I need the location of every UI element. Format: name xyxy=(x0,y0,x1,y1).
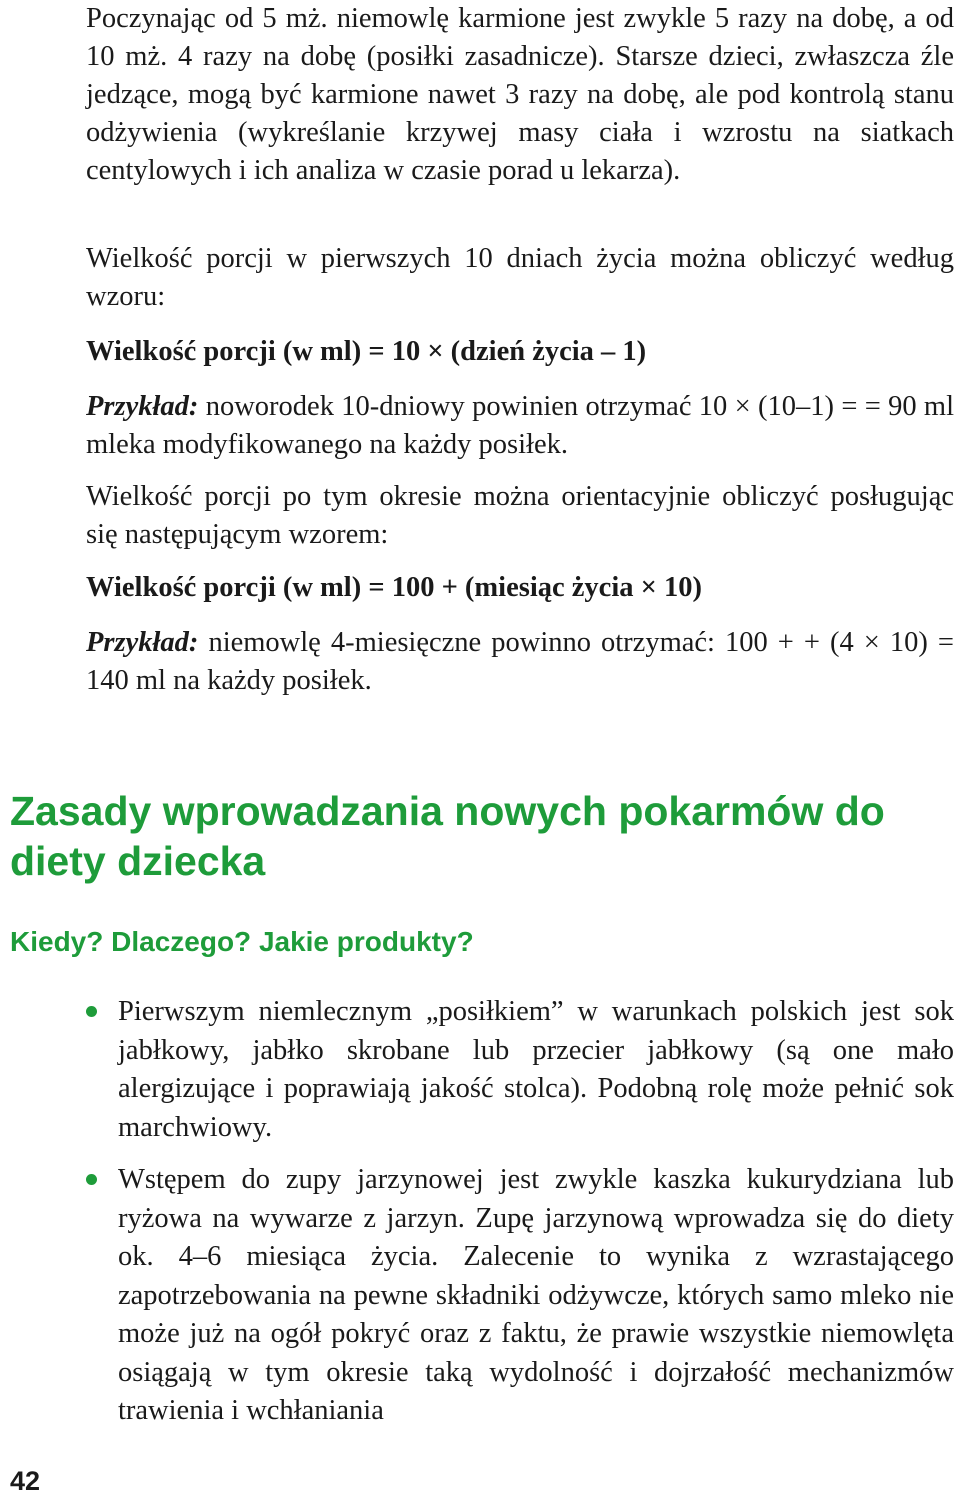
paragraph-portion-first-days: Wielkość porcji w pierwszych 10 dniach życia można obliczyć według wzoru: xyxy=(86,243,954,312)
example-text: niemowlę 4-miesięczne powinno otrzymać: 100 + + (4 × 10) = 140 ml na każdy posiłek. xyxy=(86,627,954,696)
formula-later-months: Wielkość porcji (w ml) = 100 + (miesiąc życia × 10) xyxy=(86,572,702,603)
example-infant xyxy=(86,624,954,700)
formula-first-days: Wielkość porcji (w ml) = 10 × (dzień życia – 1) xyxy=(86,336,647,367)
page-number: 42 xyxy=(10,1466,41,1496)
bullet-dot-icon xyxy=(86,1174,97,1185)
paragraph-feeding-frequency: Poczynając od 5 mż. niemowlę karmione jest zwykle 5 razy na dobę, a od 10 mż. 4 razy na dobę (posiłki zasadnicze). Starsze dzieci, zwłaszcza źle jedzące, mogą być karmione nawet 3 razy na dobę, ale pod kontrolą stanu odżywienia (wykreślanie krzywej masy ciała i wzrostu na siatkach centylowych i ich analiza w czasie porad u lekarza). xyxy=(86,3,954,186)
list-item xyxy=(118,1161,954,1431)
example-label: Przykład: xyxy=(86,391,199,422)
paragraph-portion-later: Wielkość porcji po tym okresie można orientacyjnie obliczyć posługując się następującym wzorem: xyxy=(86,481,954,550)
example-label: Przykład: xyxy=(86,627,199,658)
section-subheading: Kiedy? Dlaczego? Jakie produkty? xyxy=(10,926,474,957)
section-heading: Zasady wprowadzania nowych pokarmów do diety dziecka xyxy=(10,788,885,884)
list-item xyxy=(118,993,954,1147)
example-newborn xyxy=(86,388,954,464)
example-text: noworodek 10-dniowy powinien otrzymać 10 × (10–1) = = 90 ml mleka modyfikowanego na każdy posiłek. xyxy=(86,391,954,460)
list-item-text: Pierwszym niemlecznym „posiłkiem” w warunkach polskich jest sok jabłkowy, jabłko skrobane lub przecier jabłkowy (są one mało alergizujące i poprawiają jakość stolca). Podobną rolę może pełnić sok marchwiowy. xyxy=(118,996,954,1143)
bullet-dot-icon xyxy=(86,1006,97,1017)
list-item-text: Wstępem do zupy jarzynowej jest zwykle kaszka kukurydziana lub ryżowa na wywarze z jarzyn. Zupę jarzynową wprowadza się do diety ok. 4–6 miesiąca życia. Zalecenie to wynika z wzrastającego zapotrzebowania na pewne składniki odżywcze, których samo mleko nie może już na ogół pokryć oraz z faktu, że prawie wszystkie niemowlęta osiągają w tym okresie taką wydolność i dojrzałość mechanizmów trawienia i wchłaniania xyxy=(118,1164,954,1426)
